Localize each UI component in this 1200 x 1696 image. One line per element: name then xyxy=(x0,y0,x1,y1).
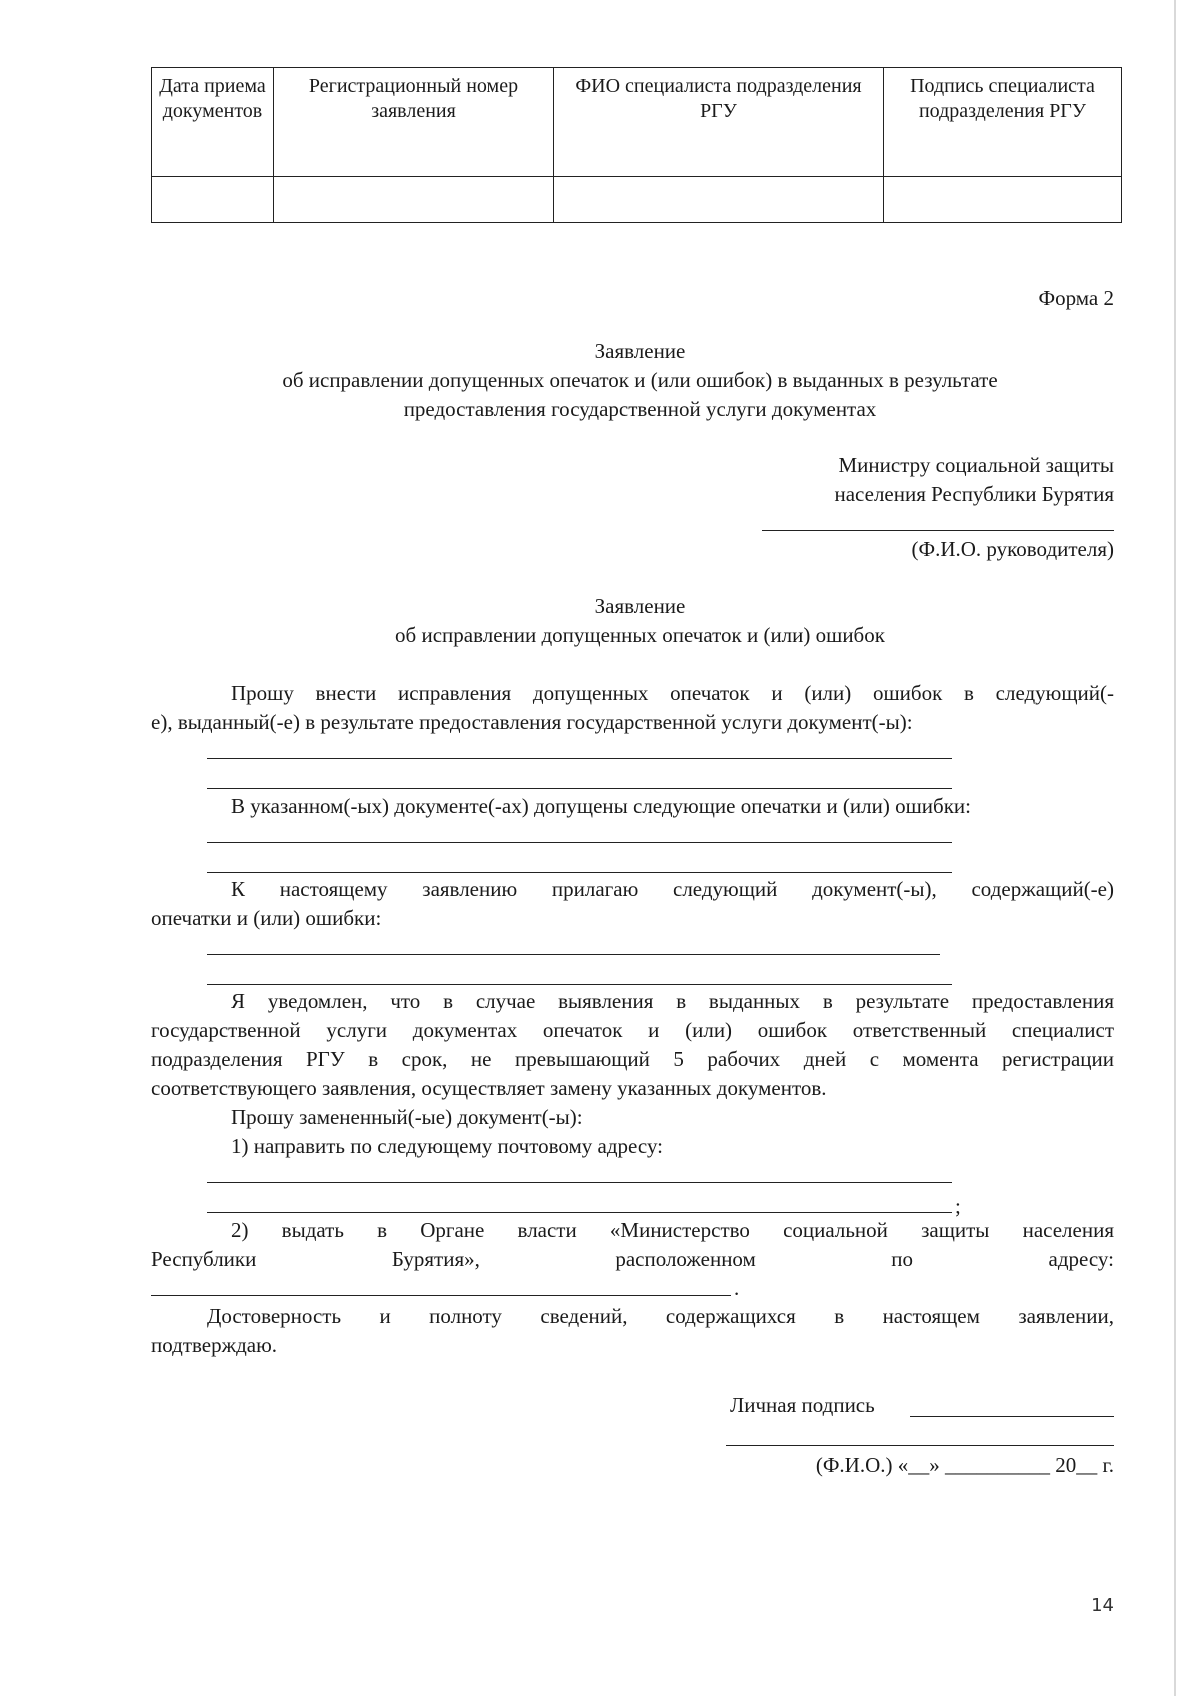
fio-date-line: (Ф.И.О.) «__» __________ 20__ г. xyxy=(815,1453,1114,1477)
table-header-cell: Подпись специалиста подразделения РГУ xyxy=(884,68,1122,177)
attachment-input-line[interactable] xyxy=(207,954,940,955)
table-row xyxy=(152,177,1122,223)
option-pickup-line-1: 2) выдать в Органе власти «Министерство социальной защиты населения xyxy=(231,1218,1114,1242)
request-text-line-2: е), выданный(-е) в результате предоставления государственной услуги документ(-ы): xyxy=(151,710,913,734)
signature-field[interactable] xyxy=(910,1416,1114,1417)
heading-line-1: об исправлении допущенных опечаток и (или ошибок) в выданных в результате xyxy=(282,368,998,392)
confirmation-line-2: подтверждаю. xyxy=(151,1333,278,1357)
addressee-line-1: Министру социальной защиты xyxy=(838,453,1114,477)
notice-text-line-2: государственной услуги документах опечаток и (или) ошибок ответственный специалист xyxy=(151,1018,1114,1042)
table-header-cell: Дата приема документов xyxy=(152,68,274,177)
table-cell[interactable] xyxy=(152,177,274,223)
document-input-line[interactable] xyxy=(207,758,952,759)
mail-address-line[interactable] xyxy=(207,1182,952,1183)
option-mail: 1) направить по следующему почтовому адресу: xyxy=(231,1134,663,1158)
mail-address-line[interactable] xyxy=(207,1212,952,1213)
attachment-input-line[interactable] xyxy=(207,984,952,985)
page-number: 14 xyxy=(1091,1595,1114,1616)
errors-input-line[interactable] xyxy=(207,872,952,873)
notice-text-line-3: подразделения РГУ в срок, не превышающий 5 рабочих дней с момента регистрации xyxy=(151,1047,1114,1071)
heading-line-2: предоставления государственной услуги документах xyxy=(403,397,877,421)
errors-input-line[interactable] xyxy=(207,842,952,843)
table-header-cell: Регистрационный номер заявления xyxy=(274,68,554,177)
statement-subtitle: об исправлении допущенных опечаток и (или) ошибок xyxy=(395,623,885,647)
replacement-request: Прошу замененный(-ые) документ(-ы): xyxy=(231,1105,583,1129)
addressee-name-field[interactable] xyxy=(762,530,1114,531)
statement-title: Заявление xyxy=(594,594,686,618)
table-cell[interactable] xyxy=(884,177,1122,223)
table-cell[interactable] xyxy=(274,177,554,223)
signature-label: Личная подпись xyxy=(730,1393,875,1417)
table-header-row xyxy=(152,68,1122,177)
document-input-line[interactable] xyxy=(207,788,952,789)
table-header-cell: ФИО специалиста подразделения РГУ xyxy=(554,68,884,177)
addressee-caption: (Ф.И.О. руководителя) xyxy=(911,537,1114,561)
registration-table xyxy=(151,67,1122,223)
errors-text: В указанном(-ых) документе(-ах) допущены следующие опечатки и (или) ошибки: xyxy=(231,794,971,818)
attachment-text-line-1: К настоящему заявлению прилагаю следующий документ(-ы), содержащий(-е) xyxy=(231,877,1114,901)
form-label: Форма 2 xyxy=(1038,286,1114,310)
notice-text-line-1: Я уведомлен, что в случае выявления в выданных в результате предоставления xyxy=(231,989,1114,1013)
option-pickup-line-2: Республики Бурятия», расположенном по адресу: xyxy=(151,1247,1114,1271)
pickup-address-line[interactable] xyxy=(151,1295,731,1296)
fio-field[interactable] xyxy=(726,1445,1114,1446)
confirmation-line-1: Достоверность и полноту сведений, содержащихся в настоящем заявлении, xyxy=(207,1304,1114,1328)
page-edge xyxy=(1174,0,1176,1696)
request-text-line-1: Прошу внести исправления допущенных опечаток и (или) ошибок в следующий(- xyxy=(231,681,1114,705)
attachment-text-line-2: опечатки и (или) ошибки: xyxy=(151,906,382,930)
heading-title: Заявление xyxy=(594,339,686,363)
notice-text-line-4: соответствующего заявления, осуществляет замену указанных документов. xyxy=(151,1076,827,1100)
table-cell[interactable] xyxy=(554,177,884,223)
addressee-line-2: населения Республики Бурятия xyxy=(834,482,1114,506)
